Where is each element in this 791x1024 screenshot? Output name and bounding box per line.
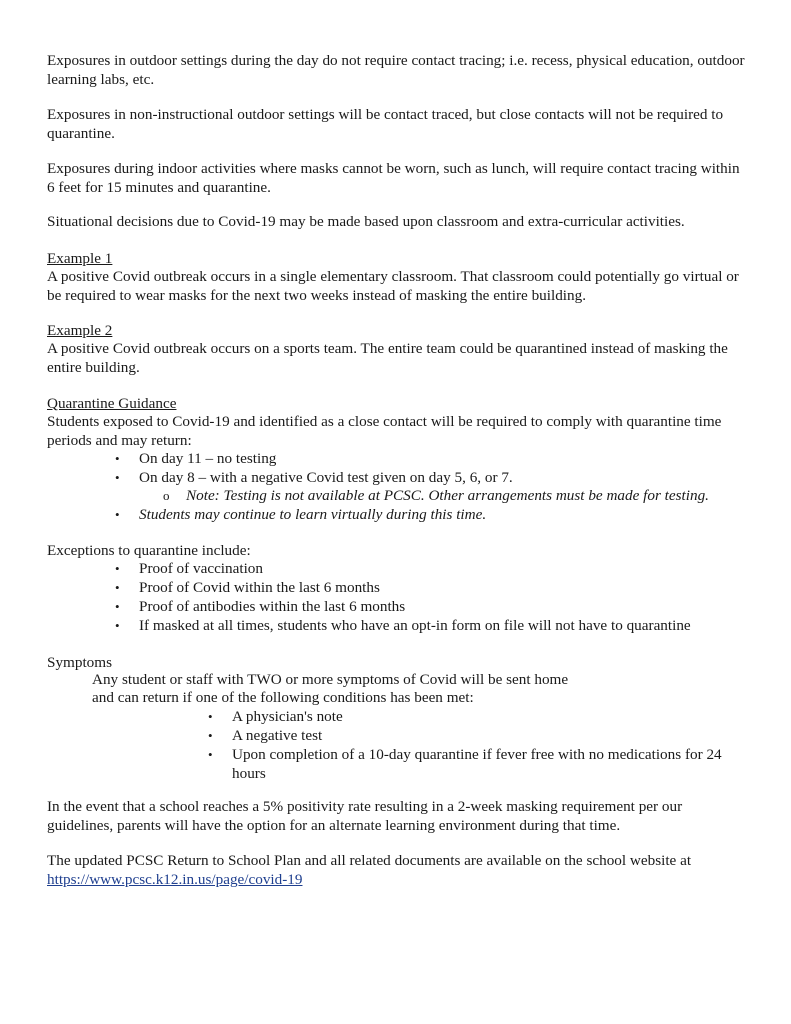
quarantine-bullet-day-8: On day 8 – with a negative Covid test given on day 5, 6, or 7. — [139, 469, 513, 486]
quarantine-guidance-heading: Quarantine Guidance — [47, 395, 177, 412]
example-1-heading: Example 1 — [47, 250, 113, 267]
paragraph-indoor-activities: Exposures during indoor activities where masks cannot be worn, such as lunch, will require contact tracing within 6 feet for 15 minutes and quarantine. — [47, 160, 740, 196]
bullet-icon: • — [115, 507, 120, 522]
example-2-text: A positive Covid outbreak occurs on a sports team. The entire team could be quarantined instead of masking the entire building. — [47, 340, 728, 376]
paragraph-situational-decisions: Situational decisions due to Covid-19 may be made based upon classroom and extra-curricular activities. — [47, 213, 685, 230]
bullet-icon: • — [115, 618, 120, 633]
exceptions-intro: Exceptions to quarantine include: — [47, 542, 251, 559]
bullet-icon: • — [115, 599, 120, 614]
exception-antibodies: Proof of antibodies within the last 6 months — [139, 598, 406, 615]
sub-bullet-icon: o — [163, 488, 170, 503]
covid-19-page-link[interactable]: https://www.pcsc.k12.in.us/page/covid-19 — [47, 871, 303, 888]
bullet-icon: • — [208, 728, 213, 743]
quarantine-guidance-intro: Students exposed to Covid-19 and identified as a close contact will be required to comply with quarantine time periods and may return: — [47, 413, 722, 449]
bullet-icon: • — [115, 451, 120, 466]
quarantine-bullet-day-11: On day 11 – no testing — [139, 450, 277, 467]
bullet-icon: • — [208, 747, 213, 762]
paragraph-closing: The updated PCSC Return to School Plan and all related documents are available on the school website at — [47, 852, 692, 869]
paragraph-outdoor-exposures: Exposures in outdoor settings during the day do not require contact tracing; i.e. recess, physical education, outdoor learning labs, etc. — [47, 52, 745, 88]
symptoms-line-1: Any student or staff with TWO or more symptoms of Covid will be sent home — [92, 671, 569, 688]
symptoms-heading: Symptoms — [47, 654, 112, 671]
bullet-icon: • — [115, 470, 120, 485]
bullet-icon: • — [208, 709, 213, 724]
quarantine-bullet-virtual: Students may continue to learn virtually during this time. — [139, 506, 487, 523]
bullet-icon: • — [115, 561, 120, 576]
quarantine-testing-note: Note: Testing is not available at PCSC. Other arrangements must be made for testing. — [186, 487, 709, 504]
example-1-text: A positive Covid outbreak occurs in a single elementary classroom. That classroom could potentially go virtual or be required to wear masks for the next two weeks instead of masking the entire building. — [47, 268, 739, 304]
symptoms-line-2: and can return if one of the following conditions has been met: — [92, 689, 474, 706]
paragraph-non-instructional: Exposures in non-instructional outdoor settings will be contact traced, but close contacts will not be required to quarantine. — [47, 106, 724, 142]
exception-masked: If masked at all times, students who have an opt-in form on file will not have to quarantine — [139, 617, 691, 634]
symptoms-quarantine-completion: Upon completion of a 10-day quarantine if fever free with no medications for 24 hours — [232, 746, 722, 782]
paragraph-positivity-rate: In the event that a school reaches a 5% positivity rate resulting in a 2-week masking requirement per our guidelines, parents will have the option for an alternate learning environment during that time. — [47, 798, 683, 834]
exception-vaccination: Proof of vaccination — [139, 560, 263, 577]
symptoms-physician-note: A physician's note — [232, 708, 343, 725]
bullet-icon: • — [115, 580, 120, 595]
example-2-heading: Example 2 — [47, 322, 113, 339]
symptoms-negative-test: A negative test — [232, 727, 323, 744]
exception-covid-proof: Proof of Covid within the last 6 months — [139, 579, 380, 596]
